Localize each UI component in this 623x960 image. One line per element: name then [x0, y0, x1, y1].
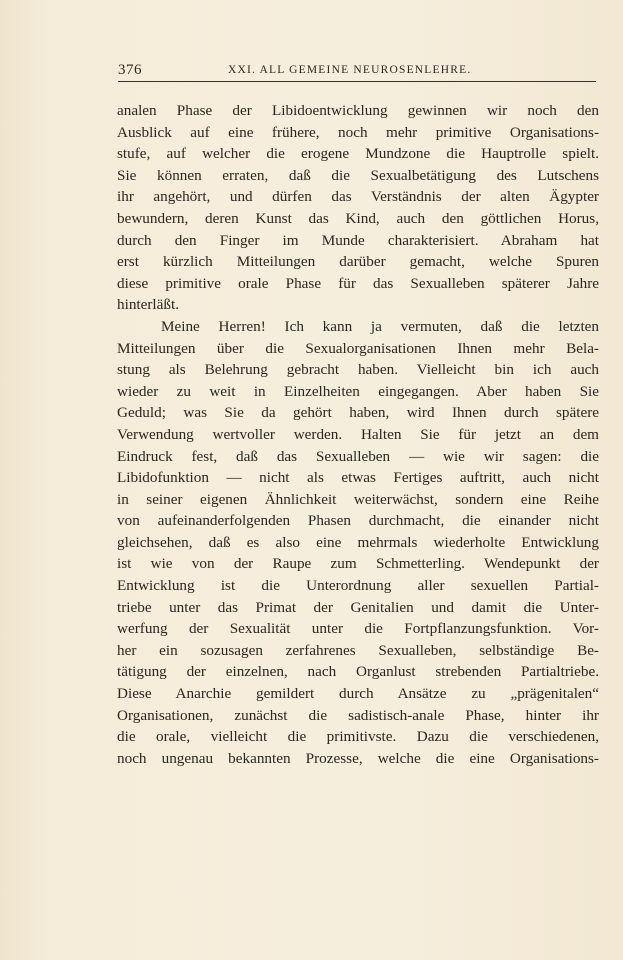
text-line: ihr angehört, und dürfen das Verständnis der alten Ägypter	[117, 188, 599, 206]
text-line: die orale, vielleicht die primitivste. Dazu die verschiedenen,	[117, 728, 599, 746]
text-line: bewundern, deren Kunst das Kind, auch den göttlichen Horus,	[117, 209, 599, 227]
text-line: diese primitive orale Phase für das Sexualleben späterer Jahre	[117, 274, 599, 292]
text-line: her ein sozusagen zerfahrenes Sexualleben, selbständige Be-	[117, 641, 599, 659]
text-line: Organisationen, zunächst die sadistisch-anale Phase, hinter ihr	[117, 706, 599, 724]
text-line: triebe unter das Primat der Genitalien und damit die Unter-	[117, 598, 599, 616]
text-line: Geduld; was Sie da gehört haben, wird Ihnen durch spätere	[117, 404, 599, 422]
text-line: Diese Anarchie gemildert durch Ansätze zu „prägenitalen“	[117, 685, 599, 703]
text-line: Ausblick auf eine frühere, noch mehr primitive Organisations-	[117, 123, 599, 141]
text-line: tätigung der einzelnen, nach Organlust strebenden Partialtriebe.	[117, 663, 599, 681]
text-line: in seiner eigenen Ähnlichkeit weiterwächst, sondern eine Reihe	[117, 490, 599, 508]
page-header	[118, 58, 596, 80]
text-line: Verwendung wertvoller werden. Halten Sie für jetzt an dem	[117, 425, 599, 443]
text-line: hinterläßt.	[117, 296, 179, 314]
text-line: erst kürzlich Mitteilungen darüber gemacht, welche Spuren	[117, 253, 599, 271]
header-rule	[118, 81, 596, 82]
text-line: analen Phase der Libidoentwicklung gewinnen wir noch den	[117, 102, 599, 119]
text-line: wieder zu weit in Einzelheiten eingegangen. Aber haben Sie	[117, 382, 599, 400]
text-line: werfung der Sexualität unter die Fortpflanzungsfunktion. Vor-	[117, 620, 599, 638]
text-line: durch den Finger im Munde charakterisiert. Abraham hat	[117, 231, 599, 249]
page-number: 376	[118, 62, 142, 78]
text-line: stufe, auf welcher die erogene Mundzone die Hauptrolle spielt.	[117, 145, 599, 163]
body-text	[117, 100, 599, 769]
text-line: Eindruck fest, daß das Sexualleben — wie wir sagen: die	[117, 447, 599, 465]
text-line: stung als Belehrung gebracht haben. Vielleicht bin ich auch	[117, 361, 599, 379]
text-line: Entwicklung ist die Unterordnung aller sexuellen Partial-	[117, 577, 599, 595]
text-line: Sie können erraten, daß die Sexualbetätigung des Lutschens	[117, 166, 599, 184]
text-line: Mitteilungen über die Sexualorganisationen Ihnen mehr Bela-	[117, 339, 599, 357]
text-line: Libidofunktion — nicht als etwas Fertiges auftritt, auch nicht	[117, 469, 599, 487]
running-head: XXI. ALL GEMEINE NEUROSENLEHRE.	[228, 64, 472, 76]
text-line: noch ungenau bekannten Prozesse, welche die eine Organisations-	[117, 749, 599, 767]
text-line: von aufeinanderfolgenden Phasen durchmacht, die einander nicht	[117, 512, 599, 530]
text-line: gleichsehen, daß es also eine mehrmals wiederholte Entwicklung	[117, 533, 599, 551]
text-line: ist wie von der Raupe zum Schmetterling. Wendepunkt der	[117, 555, 599, 573]
paragraph-start-line: Meine Herren! Ich kann ja vermuten, daß die letzten	[161, 317, 599, 335]
